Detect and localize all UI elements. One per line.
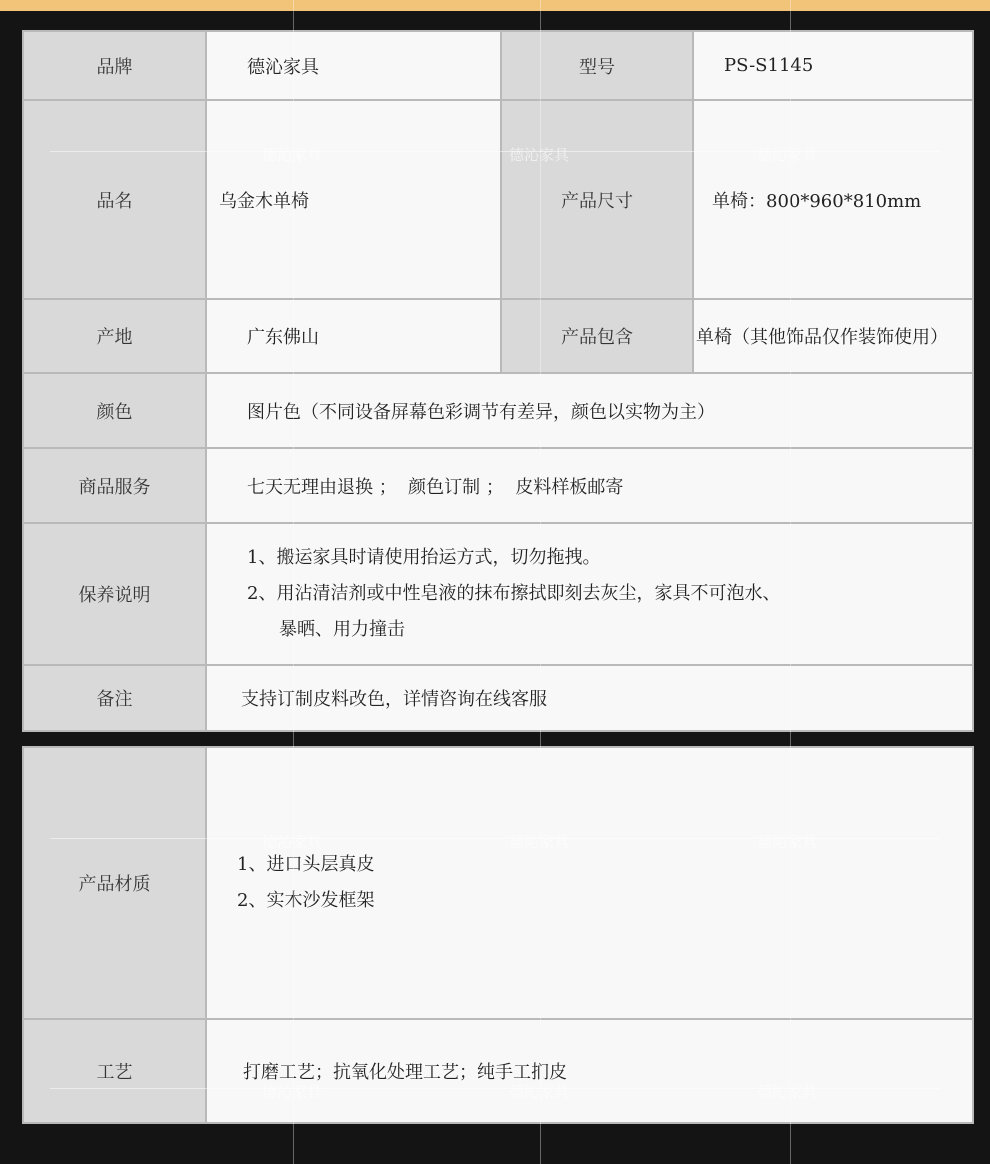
watermark-text: 德沁家具: [262, 833, 323, 851]
watermark-text: 德沁家具: [509, 146, 570, 164]
row-material: [23, 747, 973, 1019]
craft-value: 打磨工艺；抗氧化处理工艺；纯手工扪皮: [206, 1019, 973, 1123]
size-label: 产品尺寸: [501, 100, 693, 299]
origin-label: 产地: [23, 299, 206, 373]
name-label: 品名: [23, 100, 206, 299]
service-value: 七天无理由退换 ； 颜色订制 ； 皮料样板邮寄: [206, 448, 973, 523]
care-instructions: [206, 523, 973, 665]
brand-value: 德沁家具: [206, 31, 501, 100]
material-label: 产品材质: [23, 747, 206, 1019]
care-label: 保养说明: [23, 523, 206, 665]
brand-label: 品牌: [23, 31, 206, 100]
material-line: 1、进口头层真皮: [237, 854, 375, 875]
origin-value: 广东佛山: [206, 299, 501, 373]
material-line: 2、实木沙发框架: [237, 890, 375, 911]
top-accent-strip: [0, 0, 990, 11]
name-value: 乌金木单椅: [206, 100, 501, 299]
watermark-text: 德沁家具: [757, 146, 818, 164]
include-value: 单椅（其他饰品仅作装饰使用）: [693, 299, 973, 373]
watermark-text: 德沁家具: [262, 1083, 323, 1101]
material-table: [22, 746, 974, 1124]
row-name: [23, 100, 973, 299]
watermark-line: [50, 1088, 940, 1089]
watermark-line: [50, 151, 940, 152]
watermark-text: 德沁家具: [509, 833, 570, 851]
craft-label: 工艺: [23, 1019, 206, 1123]
watermark-line: [540, 0, 541, 1164]
watermark-text: 德沁家具: [262, 146, 323, 164]
row-craft: [23, 1019, 973, 1123]
size-value: 单椅：800*960*810mm: [693, 100, 973, 299]
model-label: 型号: [501, 31, 693, 100]
note-value: 支持订制皮料改色，详情咨询在线客服: [206, 665, 973, 731]
spec-table: [22, 30, 974, 732]
row-origin: [23, 299, 973, 373]
model-value: PS-S1145: [693, 31, 973, 100]
watermark-line: [790, 0, 791, 1164]
row-note: [23, 665, 973, 731]
care-line: 2、用沾清洁剂或中性皂液的抹布擦拭即刻去灰尘，家具不可泡水、: [247, 583, 781, 604]
color-label: 颜色: [23, 373, 206, 448]
watermark-line: [50, 838, 940, 839]
watermark-text: 德沁家具: [757, 833, 818, 851]
care-line: 1、搬运家具时请使用抬运方式，切勿拖拽。: [247, 547, 601, 568]
material-value: [206, 747, 973, 1019]
include-label: 产品包含: [501, 299, 693, 373]
watermark-line: [293, 0, 294, 1164]
note-label: 备注: [23, 665, 206, 731]
row-brand: [23, 31, 973, 100]
row-care: [23, 523, 973, 665]
care-line: 暴晒、用力撞击: [279, 619, 405, 640]
row-service: [23, 448, 973, 523]
watermark-text: 德沁家具: [757, 1083, 818, 1101]
color-value: 图片色（不同设备屏幕色彩调节有差异，颜色以实物为主）: [206, 373, 973, 448]
row-color: [23, 373, 973, 448]
watermark-text: 德沁家具: [509, 1083, 570, 1101]
service-label: 商品服务: [23, 448, 206, 523]
